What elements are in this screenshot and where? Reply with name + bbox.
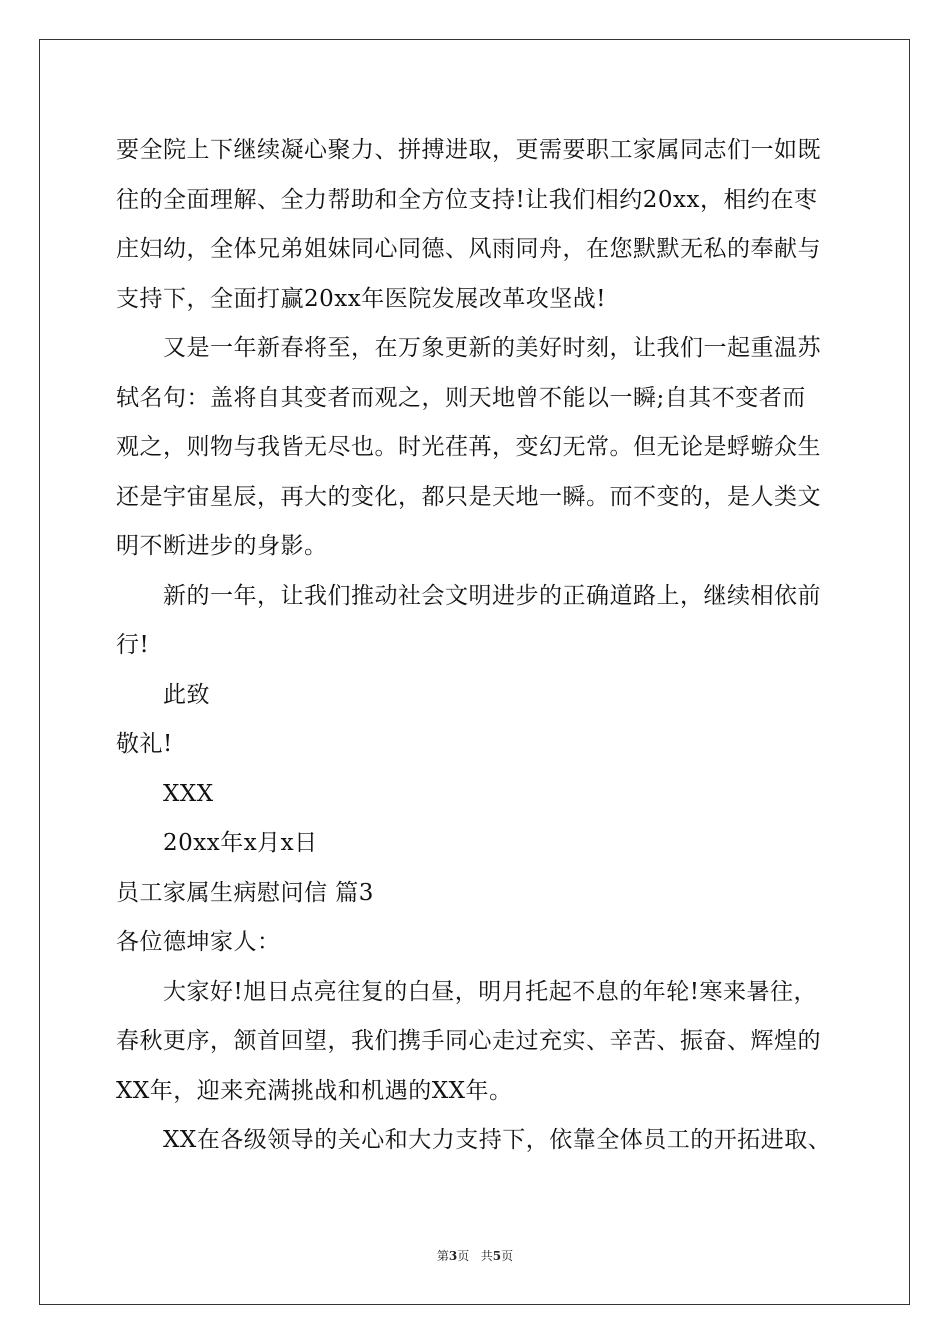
closing-regards: 敬礼! — [116, 731, 173, 757]
body-line: 观之，则物与我皆无尽也。时光荏苒，变幻无常。但无论是蜉蝣众生 — [116, 434, 821, 460]
body-line: 明不断进步的身影。 — [116, 533, 328, 559]
body-line: 还是宇宙星辰，再大的变化，都只是天地一瞬。而不变的，是人类文 — [116, 484, 821, 510]
body-line: 支持下，全面打赢20xx年医院发展改革攻坚战! — [116, 286, 606, 312]
footer-prefix: 第 — [436, 1249, 449, 1263]
footer-total-suffix: 页 — [501, 1249, 514, 1263]
closing-salutation: 此致 — [163, 682, 210, 708]
footer-page-word: 页 — [457, 1249, 470, 1263]
section-title: 员工家属生病慰问信 篇3 — [116, 880, 374, 906]
paragraph-start-line: 大家好!旭日点亮往复的白昼，明月托起不息的年轮!寒来暑往， — [163, 979, 817, 1005]
footer-total-prefix: 共 — [480, 1249, 493, 1263]
body-line: 庄妇幼，全体兄弟姐妹同心同德、风雨同舟，在您默默无私的奉献与 — [116, 236, 821, 262]
body-line: 轼名句：盖将自其变者而观之，则天地曾不能以一瞬;自其不变者而 — [116, 385, 806, 411]
signature-date: 20xx年x月x日 — [163, 830, 318, 856]
paragraph-start-line: 新的一年，让我们推动社会文明进步的正确道路上，继续相依前 — [163, 583, 821, 609]
greeting-line: 各位德坤家人： — [116, 929, 281, 955]
body-line: 行! — [116, 632, 150, 658]
body-line: XX年，迎来充满挑战和机遇的XX年。 — [116, 1078, 513, 1104]
paragraph-start-line: 又是一年新春将至，在万象更新的美好时刻，让我们一起重温苏 — [163, 335, 821, 361]
page-footer — [0, 1248, 950, 1264]
paragraph-start-line: XX在各级领导的关心和大力支持下，依靠全体员工的开拓进取、 — [163, 1127, 832, 1153]
current-page-number: 3 — [448, 1249, 458, 1263]
body-line: 春秋更序，颔首回望，我们携手同心走过充实、辛苦、振奋、辉煌的 — [116, 1028, 821, 1054]
body-line: 要全院上下继续凝心聚力、拼搏进取，更需要职工家属同志们一如既 — [116, 137, 821, 163]
signature-name: XXX — [163, 781, 214, 807]
body-line: 往的全面理解、全力帮助和全方位支持!让我们相约20xx，相约在枣 — [116, 187, 818, 213]
page-frame — [39, 39, 910, 1305]
total-page-number: 5 — [492, 1249, 502, 1263]
